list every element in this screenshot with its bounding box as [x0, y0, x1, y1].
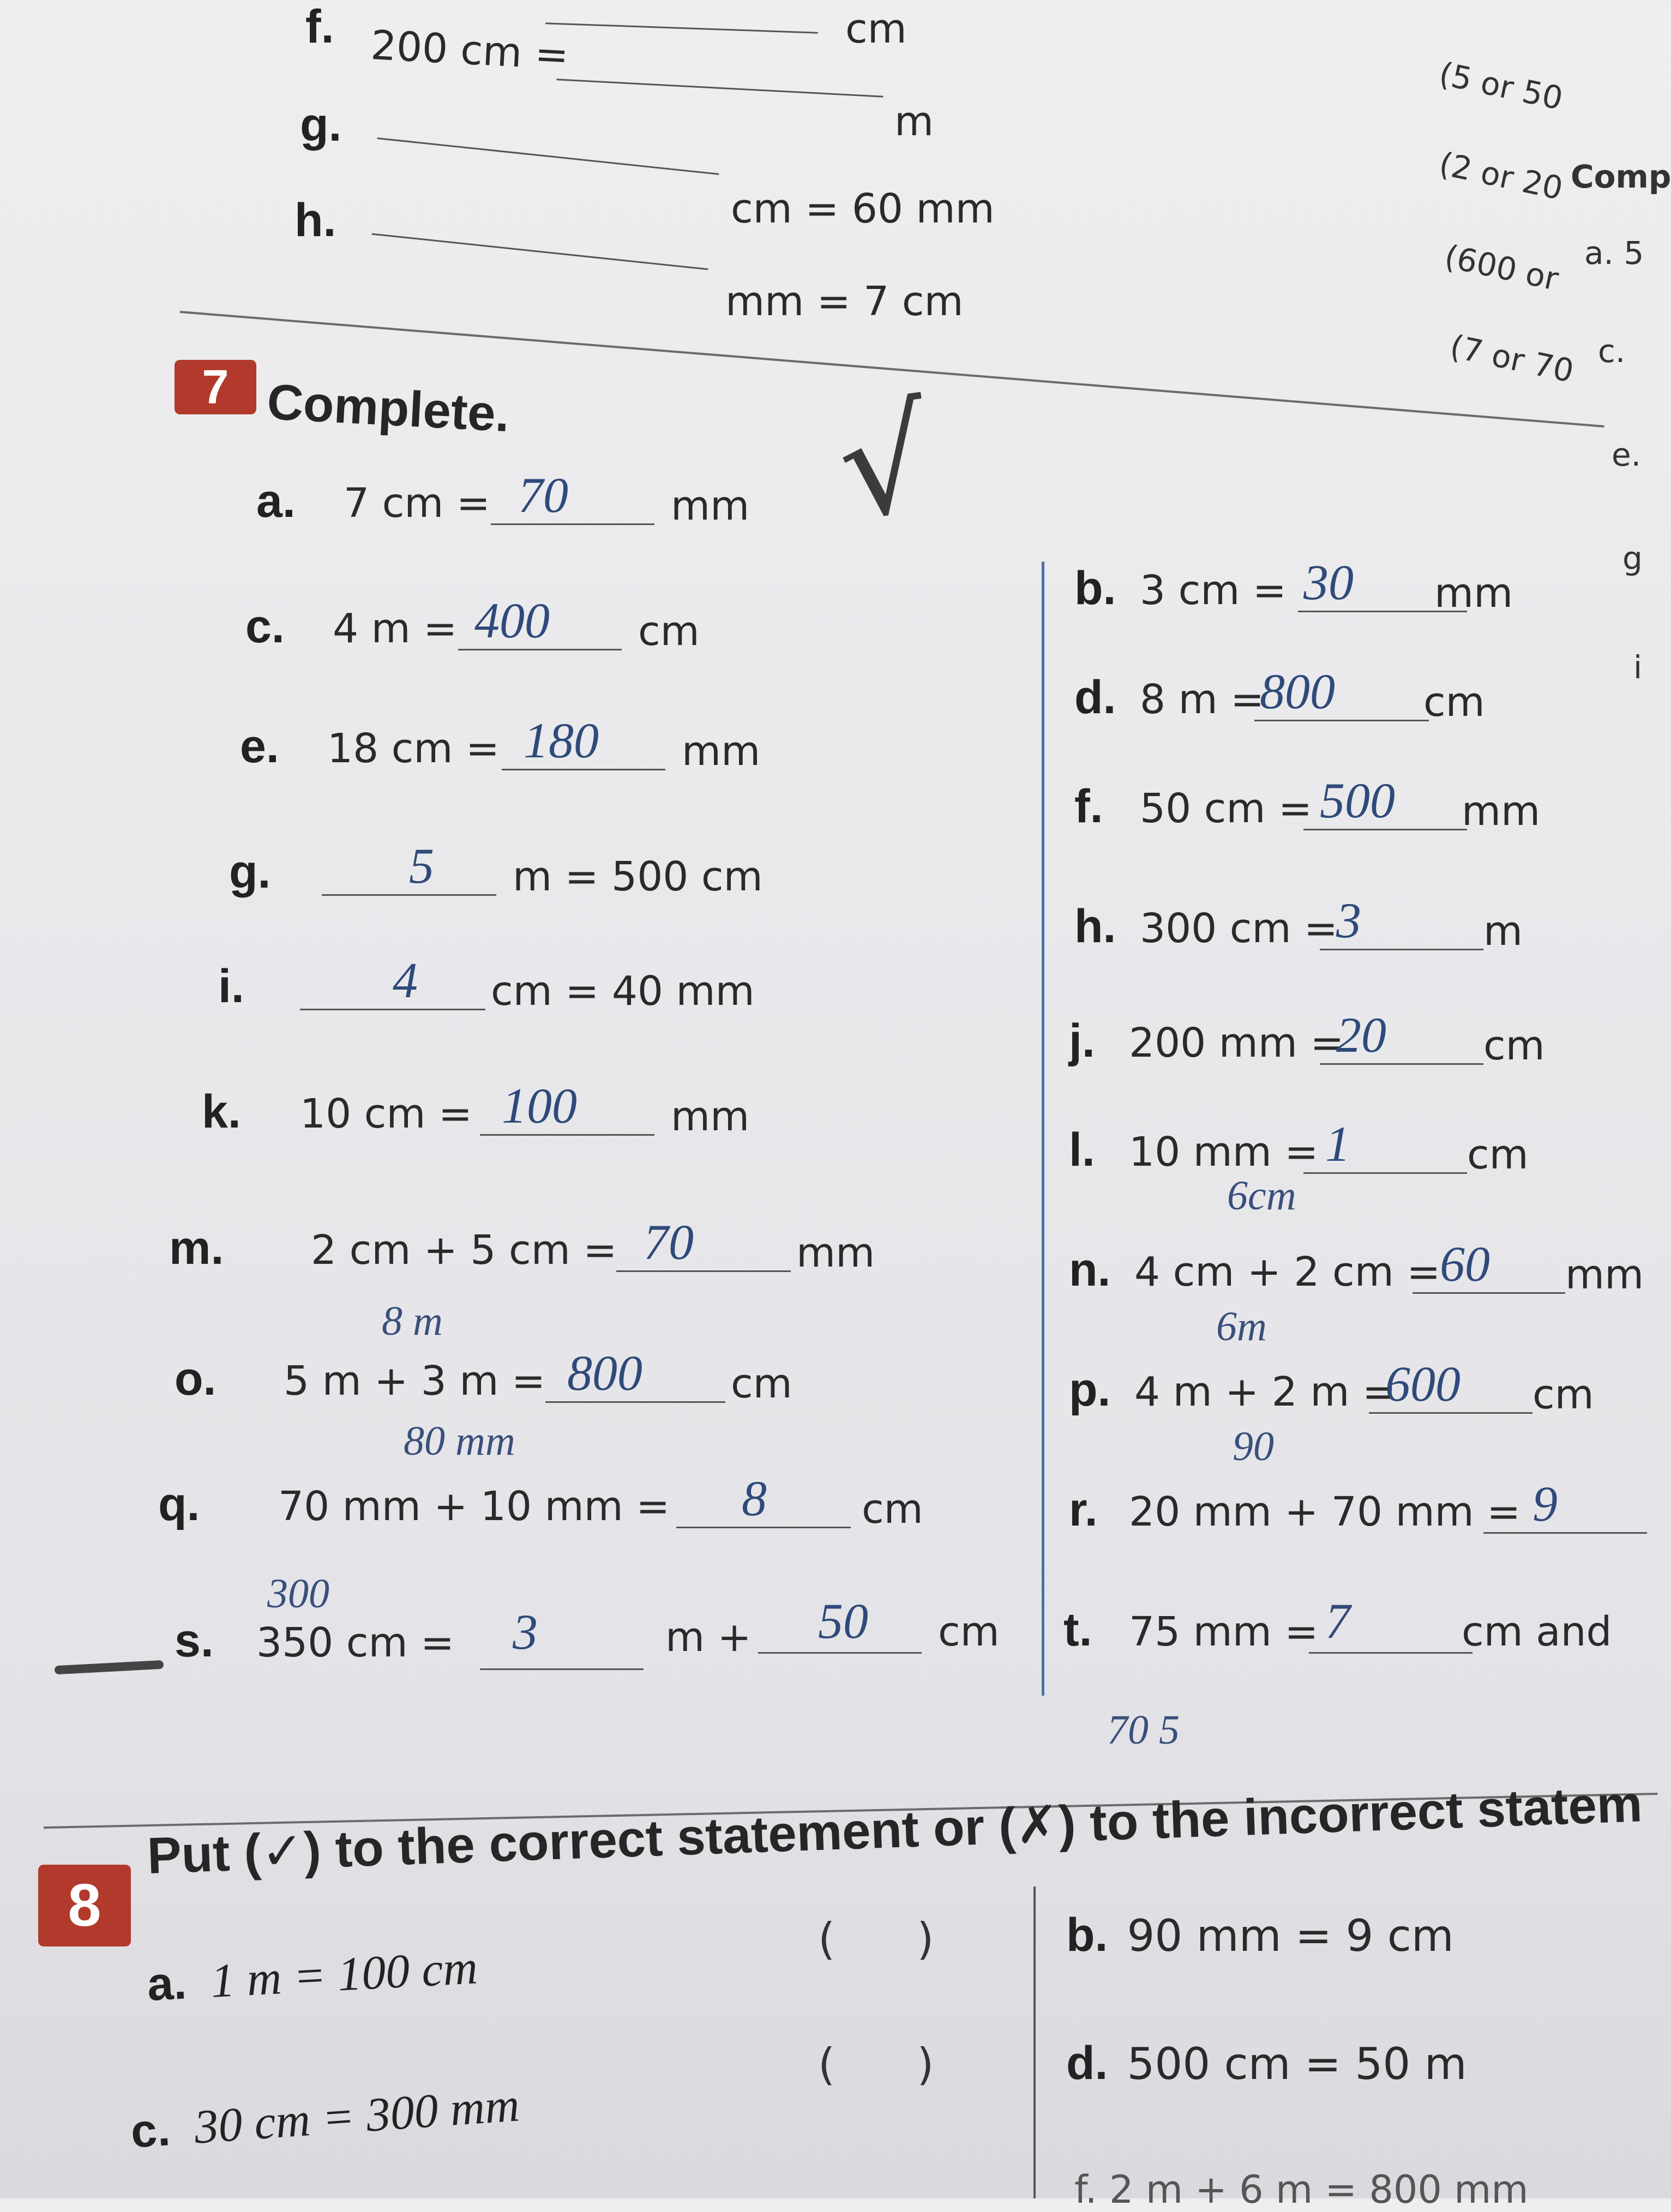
margin-heading: Comp	[1571, 158, 1671, 195]
item-label: l.	[1069, 1124, 1095, 1176]
item-unit: cm	[845, 5, 907, 52]
item-unit: cm	[1423, 679, 1485, 726]
item-expression: 8 m =	[1140, 676, 1265, 723]
margin-letter: e.	[1612, 436, 1642, 473]
margin-letter: c.	[1598, 333, 1626, 370]
item-expression: 350 cm =	[256, 1619, 455, 1666]
section-title: Put (✓) to the correct statement or (✗) to the incorrect statem	[146, 1775, 1644, 1884]
section-number-badge: 7	[175, 360, 256, 414]
handwritten-answer: 8	[742, 1470, 767, 1526]
answer-paren[interactable]	[818, 2039, 934, 2090]
item-unit: cm = 60 mm	[731, 185, 995, 232]
handwritten-note: 70 5	[1107, 1707, 1180, 1753]
item-unit: mm	[796, 1229, 875, 1276]
item-label: o.	[175, 1353, 217, 1405]
item-label: d.	[1074, 671, 1116, 724]
item-unit: mm	[1565, 1251, 1644, 1298]
item-label: c.	[245, 600, 285, 653]
handwritten-answer: 800	[567, 1345, 642, 1401]
item-label: h.	[1074, 900, 1116, 953]
paren-open: (	[818, 1914, 836, 1964]
item-label: b.	[1066, 1909, 1108, 1961]
statement: 30 cm = 300 mm	[193, 2078, 521, 2154]
handwritten-note: 6cm	[1227, 1173, 1296, 1219]
handwritten-answer: 100	[502, 1078, 577, 1134]
item-expression: 5 m + 3 m =	[284, 1358, 545, 1405]
answer-paren[interactable]	[818, 1914, 934, 1964]
item-label: b.	[1074, 562, 1116, 614]
answer-blank	[758, 1652, 922, 1654]
item-expression: 4 m + 2 m =	[1134, 1369, 1396, 1415]
answer-blank[interactable]	[491, 523, 654, 525]
item-label: k.	[202, 1086, 241, 1138]
answer-blank	[556, 79, 883, 97]
answer-blank	[480, 1668, 644, 1670]
item-label: q.	[158, 1478, 200, 1530]
answer-blank	[545, 22, 818, 33]
check-mark: √	[828, 376, 941, 552]
column-divider	[1042, 562, 1044, 1696]
item-unit: cm	[1467, 1131, 1529, 1178]
pen-stroke	[55, 1660, 164, 1674]
item-label: e.	[240, 720, 279, 773]
handwritten-answer: 60	[1440, 1236, 1490, 1292]
handwritten-answer: 9	[1532, 1476, 1558, 1532]
column-divider	[1033, 1886, 1036, 2198]
item-expression: 200 mm =	[1129, 1020, 1344, 1066]
item-expression: 7 cm =	[344, 480, 490, 527]
item-expression: 50 cm =	[1140, 785, 1312, 832]
partial-item-f: f. 2 m + 6 m = 800 mm	[1074, 2167, 1529, 2212]
item-unit: mm	[671, 1093, 750, 1140]
item-label: s.	[175, 1614, 214, 1667]
handwritten-answer: 800	[1260, 664, 1335, 719]
item-label: c.	[129, 2103, 172, 2158]
handwritten-answer: 3	[513, 1604, 538, 1660]
item-unit: m = 500 cm	[513, 853, 763, 900]
answer-blank[interactable]	[1483, 1532, 1647, 1534]
handwritten-answer: 600	[1385, 1356, 1460, 1412]
answer-blank	[377, 137, 719, 175]
item-label: g.	[300, 99, 342, 151]
handwritten-answer: 180	[524, 713, 599, 768]
handwritten-answer: 5	[409, 838, 434, 894]
item-unit: mm	[671, 483, 750, 529]
handwritten-note: 90	[1233, 1424, 1274, 1469]
answer-blank	[1309, 1652, 1472, 1654]
item-expression: 10 mm =	[1129, 1129, 1319, 1176]
item-label: h.	[294, 194, 336, 246]
item-unit: cm	[938, 1608, 1000, 1655]
margin-letter: i	[1633, 649, 1643, 686]
item-unit: m +	[665, 1614, 752, 1661]
margin-letter: g	[1622, 540, 1643, 577]
handwritten-note: 8 m	[382, 1298, 443, 1344]
item-expression: 4 m =	[333, 605, 458, 652]
margin-text: (600 or	[1441, 237, 1562, 298]
item-expression: 3 cm =	[1140, 567, 1287, 614]
handwritten-answer: 500	[1320, 773, 1395, 828]
margin-text: (5 or 50	[1435, 55, 1566, 117]
item-expression: 75 mm =	[1129, 1608, 1319, 1655]
item-unit: cm	[862, 1486, 923, 1533]
item-label: d.	[1066, 2037, 1108, 2089]
item-d	[1066, 2036, 1467, 2090]
margin-letter: a. 5	[1584, 234, 1644, 272]
item-label: a.	[256, 475, 296, 527]
item-expression: 20 mm + 70 mm =	[1129, 1488, 1521, 1535]
item-unit: cm	[638, 608, 700, 655]
item-label: m.	[169, 1222, 224, 1274]
section-number-badge: 8	[38, 1865, 131, 1946]
item-unit: cm	[731, 1360, 792, 1407]
handwritten-answer: 50	[818, 1593, 868, 1649]
item-label: n.	[1069, 1244, 1111, 1296]
item-label: f.	[1074, 780, 1103, 833]
item-label: t.	[1063, 1604, 1092, 1656]
statement: 500 cm = 50 m	[1127, 2039, 1467, 2089]
item-unit: cm = 40 mm	[491, 968, 755, 1015]
item-unit: cm	[1532, 1371, 1594, 1418]
handwritten-answer: 3	[1336, 893, 1361, 948]
item-unit: m	[894, 98, 934, 145]
margin-text: (2 or 20	[1435, 144, 1566, 207]
handwritten-answer: 4	[393, 953, 418, 1008]
item-unit: mm = 7 cm	[725, 278, 964, 325]
item-expression: 300 cm =	[1140, 905, 1338, 952]
paren-open: (	[818, 2039, 836, 2090]
item-b	[1066, 1908, 1454, 1962]
item-unit: mm	[1434, 570, 1513, 617]
item-expression: 4 cm + 2 cm =	[1134, 1249, 1441, 1295]
item-expression: 18 cm =	[327, 725, 500, 772]
item-label: g.	[229, 846, 271, 898]
item-label: f.	[305, 1, 334, 53]
handwritten-answer: 20	[1336, 1007, 1386, 1063]
answer-blank[interactable]	[616, 1270, 791, 1272]
item-a	[146, 1940, 479, 2012]
item-label: i.	[218, 960, 244, 1012]
handwritten-answer: 1	[1325, 1116, 1350, 1172]
item-unit: cm and	[1462, 1608, 1612, 1655]
handwritten-answer: 70	[644, 1214, 694, 1270]
item-unit: mm	[682, 728, 761, 775]
item-expression: 200 cm =	[369, 22, 570, 79]
handwritten-note: 6m	[1216, 1304, 1267, 1349]
paren-close: )	[917, 2039, 934, 2090]
handwritten-answer: 7	[1325, 1593, 1350, 1649]
handwritten-answer: 400	[474, 593, 550, 648]
item-unit: mm	[1462, 788, 1541, 835]
statement: 90 mm = 9 cm	[1127, 1910, 1454, 1961]
item-unit: cm	[1483, 1022, 1545, 1069]
section-title: Complete.	[266, 374, 511, 443]
item-expression: 10 cm =	[300, 1090, 472, 1137]
item-label: a.	[146, 1956, 188, 2011]
item-label: p.	[1069, 1364, 1111, 1416]
item-expression: 2 cm + 5 cm =	[311, 1227, 617, 1274]
handwritten-answer: 70	[518, 467, 568, 523]
handwritten-answer: 30	[1303, 554, 1354, 610]
statement: 1 m = 100 cm	[209, 1941, 479, 2008]
handwritten-note: 80 mm	[404, 1418, 515, 1464]
item-label: r.	[1069, 1484, 1098, 1536]
item-unit: m	[1483, 908, 1523, 955]
handwritten-note: 300	[267, 1571, 329, 1617]
item-c	[129, 2077, 521, 2160]
item-expression: 70 mm + 10 mm =	[278, 1483, 670, 1530]
answer-blank	[372, 233, 708, 270]
margin-text: (7 or 70	[1446, 327, 1577, 390]
item-label: j.	[1069, 1015, 1095, 1067]
paren-close: )	[917, 1914, 934, 1964]
